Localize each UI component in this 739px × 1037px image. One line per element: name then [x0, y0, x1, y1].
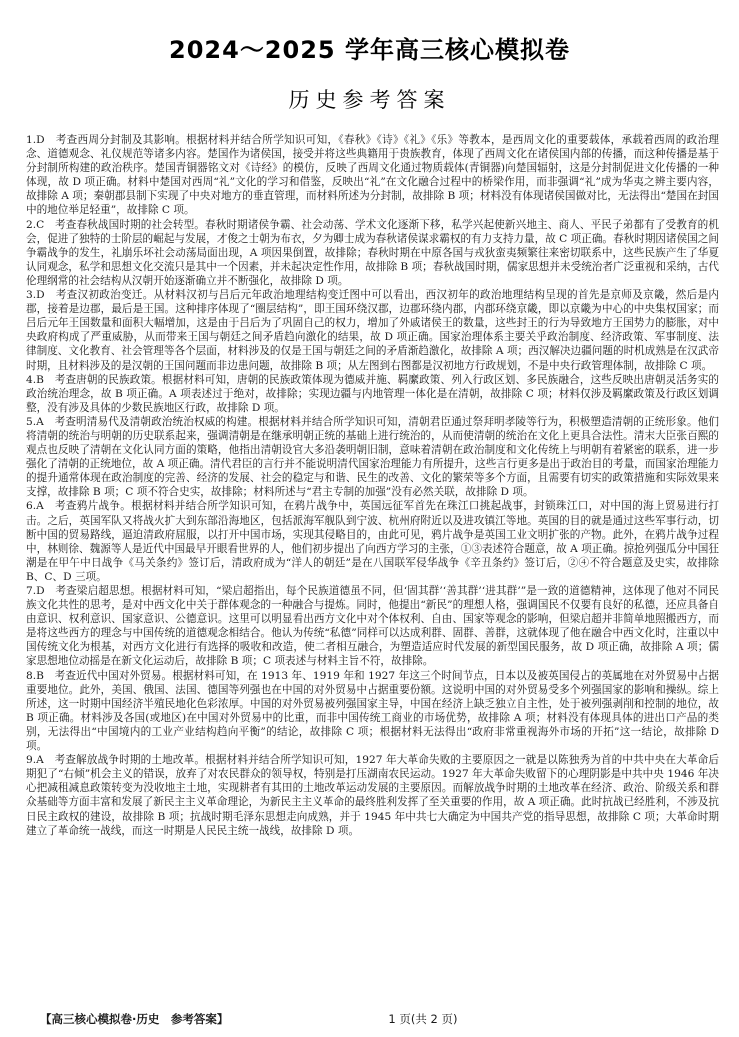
answer-list: [26, 133, 719, 838]
answer-number: 7.: [26, 585, 37, 597]
answer-text: D 考查汉初政治变迁。从材料汉初与吕后元年政治地理结构变迁图中可以看出，西汉初年的政治地理结构呈现的首先是京师及京畿，然后是内郡，接着是边郡，最后是王国。这种排序体现了“圈层结构”，即王国环绕汉郡，边郡环绕内郡，内郡环绕京畿，即以京畿为中心的中央集权国家；而吕后元年王国数量和面积大幅增加，这是由于吕后为了巩固自己的权力，增加了外戚诸侯王的数量，这些封王的行为导致地方王国势力的膨胀，对中央政府构成了严重威胁，从而带来王国与朝廷之间矛盾趋向激化的结果，故 D 项正确。国家治理体系主要关乎政治制度、经济政策、军事制度、法律制度、文化教育、社会管理等各个层面，材料涉及的仅是王国与朝廷之间的矛盾渐趋激化，故排除 A 项；西汉解决边疆问题的时机成熟是在汉武帝时期，且材料涉及的是汉朝的王国问题而非边患问题，故排除 B 项；从左图到右图都是汉初地方行政规划，不是中央行政管理体制，故排除 C 项。: [26, 289, 719, 372]
footer-doc-label: 【高三核心模拟卷·历史 参考答案】: [40, 1012, 229, 1026]
answer-number: 6.: [26, 500, 37, 513]
answer-text: A 考查明清易代及清朝政治统治权威的构建。根据材料并结合所学知识可知，清朝君臣通过祭拜明孝陵等行为，积极塑造清朝的正统形象。他们将清朝的统治与明朝的历史联系起来，强调清朝是在继承明朝正统的基础上进行统治的，从而使清朝的统治在文化上更具合法性。清末大臣张百熙的观点也反映了清朝在文化认同方面的策略，他指出清朝设官大多沿袭明朝旧制，意味着清朝在政治制度和文化传统上与明朝有着紧密的联系，进一步强化了清朝的正统地位，故 A 项正确。清代君臣的言行并不能说明清代国家治理能力有所提升，这些言行更多是出于政治目的考量，而国家治理能力的提升通常体现在政治制度的完善、经济的发展、社会的稳定与和谐、民生的改善、文化的繁荣等多个方面，且需要有切实的政策措施和实际效果来支撑，故排除 B 项；C 项不符合史实，故排除；材料所述与“君主专制的加强”没有必然关联，故排除 D 项。: [26, 415, 719, 499]
answer-item-1: [26, 133, 719, 218]
answer-number: 5.: [26, 415, 37, 428]
answer-text: A 考查鸦片战争。根据材料并结合所学知识可知，在鸦片战争中，英国远征军首先在珠江口挑起战事，封锁珠江口，对中国的海上贸易进行打击。之后，英国军队又将战火扩大到东部沿海地区，包括派海军舰队到宁波、杭州府附近以及进攻镇江等地。英国的目的就是通过这些军事行动，切断中国的贸易路线，逼迫清政府屈服，以打开中国市场，实现其侵略目的，由此可见，鸦片战争是英国工业文明扩张的产物。此外，在鸦片战争过程中，林则徐、魏源等人是近代中国最早开眼看世界的人，他们初步提出了向西方学习的主张，①③表述符合题意，故 A 项正确。掠抢列强瓜分中国狂潮是在甲午中日战争《马关条约》签订后，清政府成为“洋人的朝廷”是在八国联军侵华战争《辛丑条约》签订后，②④不符合题意及史实，故排除 B、C、D 三项。: [26, 500, 719, 583]
answer-number: 2.: [26, 218, 37, 231]
answer-item-9: [26, 753, 719, 838]
answer-number: 1.: [26, 134, 37, 146]
answer-number: 3.: [26, 289, 37, 302]
answer-text: D 考查梁启超思想。根据材料可知，“梁启超指出，每个民族道德虽不同，但‘固其群’‘善其群’‘进其群’”是一致的道德精神，这体现了他对不同民族文化共性的思考，是对中西文化中关于群体观念的一种融合与提炼。同时，他提出“新民”的理想人格，强调国民不仅要有良好的私德，还应具备自由意识、权利意识、国家意识、公德意识。这里可以明显看出西方文化中对个体权利、自由、国家等观念的影响，但梁启超并非简单地照搬西方，而是将这些西方的理念与中国传统的道德观念相结合。他认为传统“私德”同样可以达成利群、固群、善群，这就体现了他在融合中西文化时，注重以中国传统文化为根基，对西方文化进行有选择的吸收和改造，使二者相互融合，为塑造适应时代发展的新型国民服务，故 D 项正确，故排除 A 项；儒家思想地位动摇是在新文化运动后，故排除 B 项；C 项表述与材料主旨不符，故排除。: [26, 585, 719, 668]
answer-number: 9.: [26, 754, 37, 767]
page-footer: [40, 1011, 699, 1027]
answer-item-2: [26, 218, 719, 288]
answer-number: 8.: [26, 669, 37, 682]
page-title: 2024～2025 学年高三核心模拟卷: [169, 36, 570, 64]
answer-text: B 考查近代中国对外贸易。根据材料可知，在 1913 年、1919 年和 1927 年这三个时间节点，日本以及被英国侵占的英属地在对外贸易中占据重要地位。此外，美国、俄国、法国、德国等列强也在中国的对外贸易中占据重要份额。这说明中国的对外贸易受多个列强国家的影响和操纵。综上所述，这一时期中国经济半殖民地化色彩浓厚。中国的对外贸易被列强国家主导，中国在经济上缺乏独立自主性，处于被列强剥削和控制的地位，故 B 项正确。材料涉及各国(或地区)在中国对外贸易中的比重，而非中国传统工商业的市场优势，故排除 A 项；材料没有体现具体的进出口产品的类别，无法得出“中国境内的工业产业结构趋向平衡”的结论，故排除 C 项；根据材料无法得出“政府非常重视海外市场的开拓”这一结论，故排除 D 项。: [26, 669, 719, 753]
answer-item-6: [26, 499, 719, 584]
answer-text: A 考查解放战争时期的土地改革。根据材料并结合所学知识可知，1927 年大革命失败的主要原因之一就是以陈独秀为首的中共中央在大革命后期犯了“右倾”机会主义的错误，放弃了对农民群众的领导权，特别是打压湖南农民运动。1927 年大革命失败留下的心理阴影是中共中央 1946 年决心把减租减息政策转变为没收地主土地，实现耕者有其田的土地改革运动发展的主要原因。而解放战争时期的土地改革在经济、政治、阶级关系和群众基础等方面丰富和发展了新民主主义革命理论，为新民主主义革命的最终胜利发挥了至关重要的作用，故 A 项正确。此时抗战已经胜利，不涉及抗日民主政权的建设，故排除 B 项；抗战时期毛泽东思想走向成熟，并于 1945 年中共七大确定为中国共产党的指导思想，故排除 C 项；大革命时期建立了革命统一战线，而这一时期是人民民主统一战线，故排除 D 项。: [26, 754, 719, 837]
answer-item-7: [26, 584, 719, 669]
answer-text: D 考查西周分封制及其影响。根据材料并结合所学知识可知，《春秋》《诗》《礼》《乐》等教本，是西周文化的重要载体，承载着西周的政治理念、道德观念、礼仪规范等诸多内容。楚国作为诸侯国，接受并将这些典籍用于贵族教育，体现了西周文化在诸侯国内部的传播，而这种传播是基于分封制所构建的政治秩序。楚国青铜器铭文对《诗经》的模仿，反映了西周文化通过物质载体(青铜器)向楚国辐射，这是分封制促进文化传播的一种体现，故 D 项正确。材料中楚国对西周“礼”文化的学习和借鉴，反映出“礼”在文化融合过程中的桥梁作用，而非强调“礼”成为华夷之辨主要内容，故排除 A 项；秦朝郡县制下实现了中央对地方的垂直管理，而材料所述为分封制，故排除 B 项；材料没有体现诸侯国做对比，无法得出“楚国在封国中的地位举足轻重”，故排除 C 项。: [26, 134, 719, 217]
answer-item-8: [26, 669, 719, 754]
answer-item-3: [26, 288, 719, 373]
answer-number: 4.: [26, 373, 37, 386]
answer-item-5: [26, 415, 719, 500]
page-subtitle: 历史参考答案: [288, 88, 451, 112]
answer-item-4: [26, 373, 719, 415]
answer-text: B 考查唐朝的民族政策。根据材料可知，唐朝的民族政策体现为德威并施、羁縻政策、列入行政区划、多民族融合，这些反映出唐朝灵活务实的政治统治理念，故 B 项正确。A 项表述过于绝对，故排除；实现边疆与内地管理一体化是在清朝，故排除 C 项；材料仅涉及羁縻政策及行政区划调整，没有涉及具体的少数民族地区行政，故排除 D 项。: [26, 373, 719, 414]
page-number: 1 页(共 2 页): [388, 1012, 458, 1026]
answer-text: C 考查春秋战国时期的社会转型。春秋时期诸侯争霸、社会动荡、学术文化逐渐下移，私学兴起使新兴地主、商人、平民子弟都有了受教育的机会，促进了独特的士阶层的崛起与发展，才俊之士朝为布衣，夕为卿士成为春秋诸侯谋求霸权的有力支持力量，故 C 项正确。春秋时期因诸侯国之间争霸战争的发生，礼崩乐坏社会动荡局面出现，A 项因果倒置，故排除；春秋时期在中原各国与戎狄蛮夷频繁往来密切联系中，这些民族产生了华夏认同观念，私学和思想文化交流只是其中一个因素，并未起决定性作用，故排除 B 项；春秋战国时期，儒家思想并未受统治者广泛重视和采纳，古代伦理纲常的社会结构从汉朝开始逐渐确立并不断强化，故排除 D 项。: [26, 218, 719, 287]
